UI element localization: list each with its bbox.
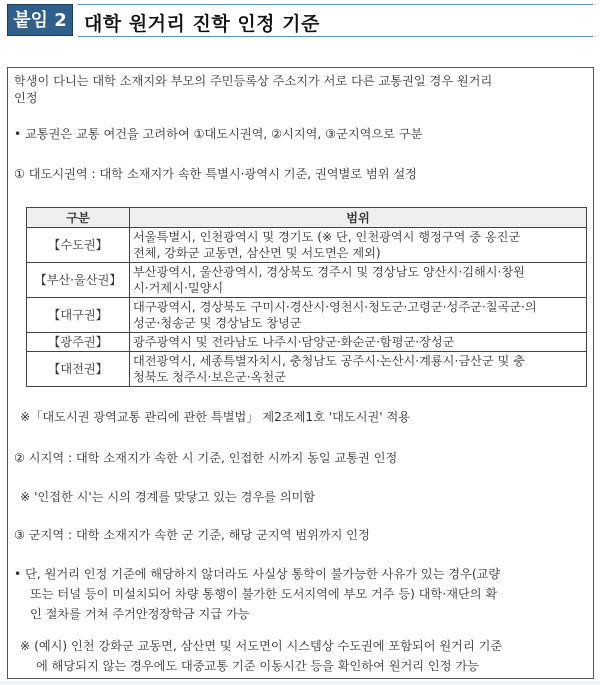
region-name: 【수도권】 xyxy=(27,228,130,263)
region-name: 【대전권】 xyxy=(27,352,130,387)
city-note: ※ '인접한 시'는 시의 경계를 맞닿고 있는 경우를 의미함 xyxy=(20,490,316,504)
metro-heading: ① 대도시권역 : 대학 소재지가 속한 특별시·광역시 기준, 권역별로 범위 설정 xyxy=(14,167,417,181)
metro-range-table xyxy=(26,207,587,387)
range-line: 성군·청송군 및 경상남도 창녕군 xyxy=(133,316,302,330)
region-range xyxy=(130,352,587,387)
page-bottom-strip xyxy=(0,681,600,685)
zones-bullet: • 교통권은 교통 여건을 고려하여 ①대도시권역, ②시지역, ③군지역으로 구분 xyxy=(14,127,423,141)
exception-line-1: • 단, 원거리 인정 기준에 해당하지 않더라도 사실상 통학이 불가능한 사유가 있는 경우(교량 xyxy=(14,567,501,581)
exception-line-3: 인 절차를 거쳐 주거안정장학금 지급 가능 xyxy=(30,607,250,621)
range-line: 청북도 청주시·보은군·옥천군 xyxy=(133,370,286,384)
region-range xyxy=(130,263,587,298)
title-bar xyxy=(78,4,593,37)
exception-line-2: 또는 터널 등이 미설치되어 차량 통행이 불가한 도서지역에 부모 거주 등) 대학·재단의 확 xyxy=(30,587,498,601)
example-line-2: 에 해당되지 않는 경우에도 대중교통 기준 이동시간 등을 확인하여 원거리 인정 가능 xyxy=(36,659,479,673)
table-row xyxy=(27,333,587,352)
region-name: 【부산·울산권】 xyxy=(27,263,130,298)
intro-line-1: 학생이 다니는 대학 소재지와 부모의 주민등록상 주소지가 서로 다른 교통권일 경우 원거리 xyxy=(14,74,493,88)
range-line: 대전광역시, 세종특별자치시, 충청남도 공주시·논산시·계룡시·금산군 및 충 xyxy=(133,354,525,368)
county-heading: ③ 군지역 : 대학 소재지가 속한 군 기준, 해당 군지역 범위까지 인정 xyxy=(14,528,370,542)
region-range xyxy=(130,228,587,263)
intro-line-2: 인정 xyxy=(14,91,38,105)
range-line: 서울특별시, 인천광역시 및 경기도 (※ 단, 인천광역시 행정구역 중 옹진군 xyxy=(133,230,521,244)
criteria-box xyxy=(7,67,594,679)
region-range xyxy=(130,298,587,333)
col-header-range: 범위 xyxy=(130,208,587,228)
document-header xyxy=(7,4,593,37)
page-title: 대학 원거리 진학 인정 기준 xyxy=(84,13,320,35)
example-line-1: ※ (예시) 인천 강화군 교동면, 삼산면 및 서도면이 시스템상 수도권에 포함되어 원거리 기준 xyxy=(20,639,503,653)
city-heading: ② 시지역 : 대학 소재지가 속한 시 기준, 인접한 시까지 동일 교통권 인정 xyxy=(14,451,398,465)
col-header-category: 구분 xyxy=(27,208,130,228)
table-header-row xyxy=(27,208,587,228)
region-name: 【대구권】 xyxy=(27,298,130,333)
table-row xyxy=(27,352,587,387)
range-line: 부산광역시, 울산광역시, 경상북도 경주시 및 경상남도 양산시·김해시·창원 xyxy=(133,265,525,279)
range-line: 광주광역시 및 전라남도 나주시·담양군·화순군·함평군·장성군 xyxy=(133,335,455,349)
metro-note: ※「대도시권 광역교통 관리에 관한 특별법」 제2조제1호 '대도시권' 적용 xyxy=(20,410,411,424)
table-row xyxy=(27,263,587,298)
range-line: 전체, 강화군 교동면, 삼산면 및 서도면은 제외) xyxy=(133,246,381,260)
table-row xyxy=(27,298,587,333)
region-name: 【광주권】 xyxy=(27,333,130,352)
range-line: 시·거제시·밀양시 xyxy=(133,281,224,295)
range-line: 대구광역시, 경상북도 구미시·경산시·영천시·청도군·고령군·성주군·칠곡군·의 xyxy=(133,300,537,314)
attachment-badge: 붙임 2 xyxy=(7,4,73,36)
region-range xyxy=(130,333,587,352)
table-row xyxy=(27,228,587,263)
